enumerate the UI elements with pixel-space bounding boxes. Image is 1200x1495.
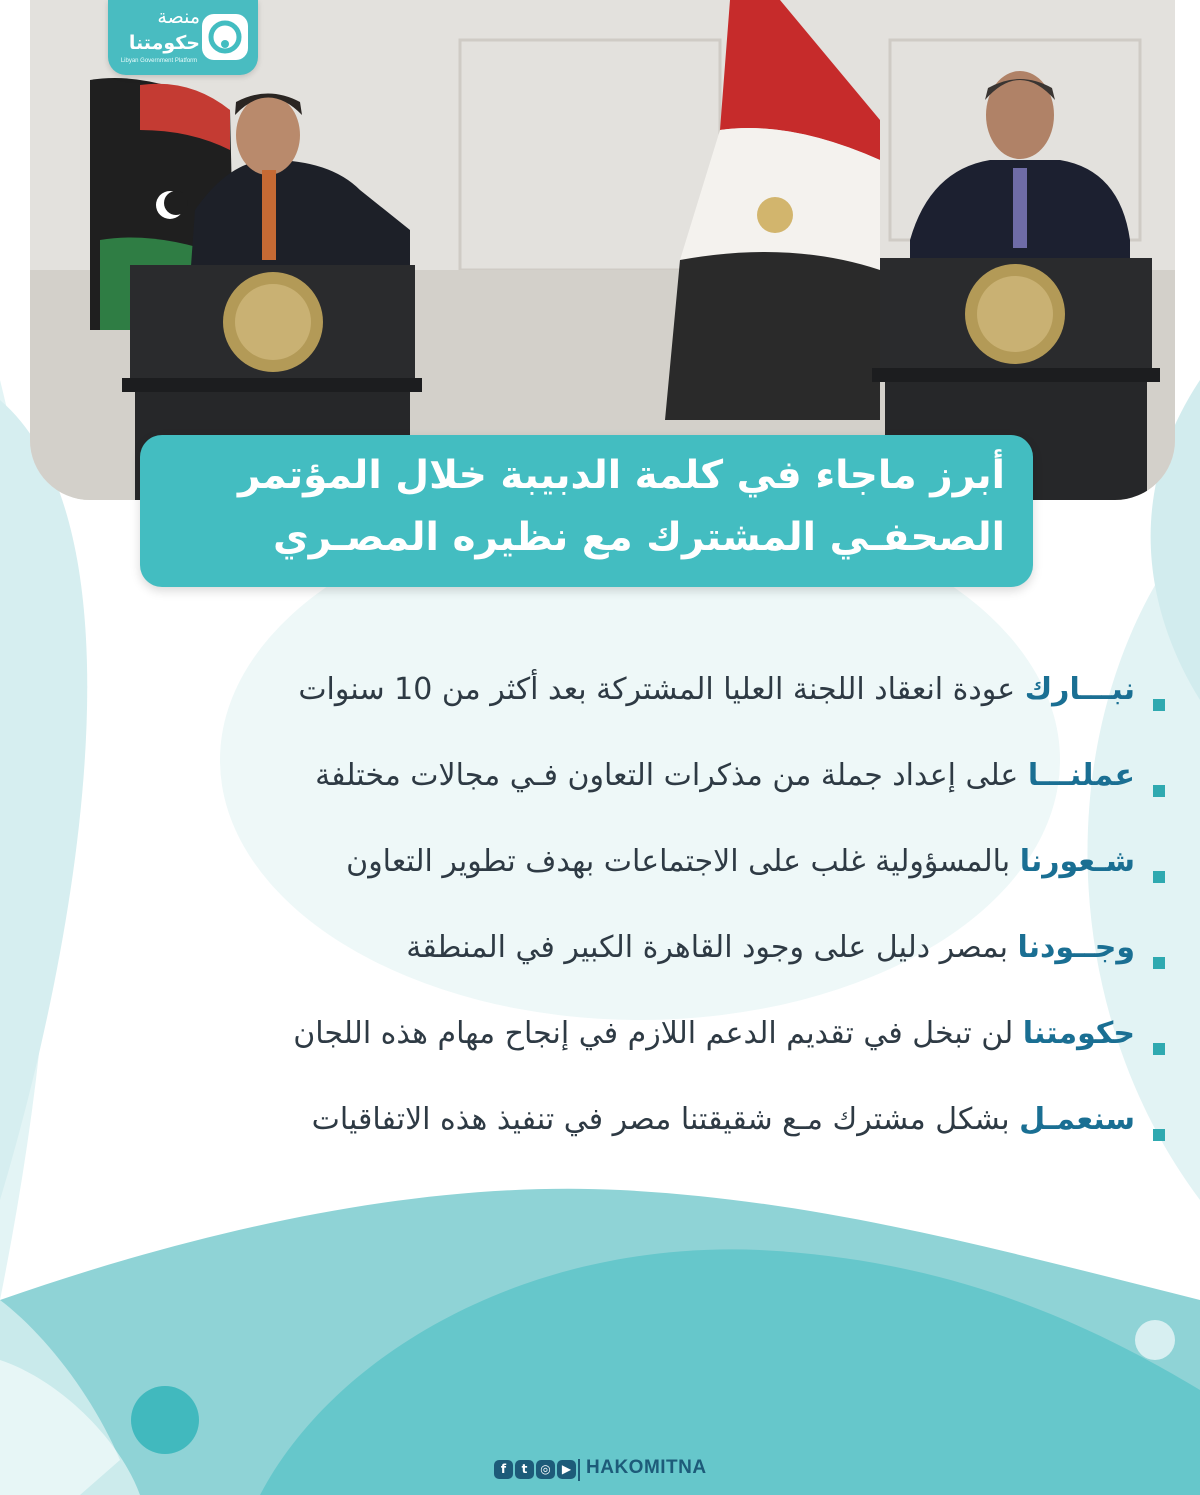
headline-line2: الصحفـي المشترك مع نظيره المصـري: [272, 515, 1005, 560]
platform-logo: [108, 0, 258, 75]
point-text: بشكل مشترك مـع شقيقتنا مصر في تنفيذ هذه الاتفاقيات: [311, 1102, 1020, 1137]
point-keyword: سنعمـل: [1019, 1102, 1135, 1137]
list-item: [60, 840, 1165, 926]
logo-line1: منصة: [157, 6, 200, 28]
list-item: [60, 1098, 1165, 1184]
list-item: [60, 668, 1165, 754]
point-keyword: شـعورنا: [1019, 844, 1135, 879]
bullet-icon: [1153, 871, 1165, 883]
point-keyword: نبـــارك: [1024, 672, 1135, 707]
youtube-icon[interactable]: ▶: [557, 1460, 576, 1479]
point-text: على إعداد جملة من مذكرات التعاون فـي مجالات مختلفة: [315, 758, 1028, 793]
bullet-icon: [1153, 699, 1165, 711]
logo-subtitle: Libyan Government Platform: [120, 58, 198, 64]
footer-divider: [578, 1459, 580, 1481]
bullet-icon: [1153, 785, 1165, 797]
key-points-list: [60, 668, 1165, 1184]
headline-line1: أبرز ماجاء في كلمة الدبيبة خلال المؤتمر: [238, 453, 1005, 498]
list-item: [60, 1012, 1165, 1098]
list-item: [60, 754, 1165, 840]
point-keyword: حكومتنا: [1022, 1016, 1135, 1051]
twitter-icon[interactable]: t: [515, 1460, 534, 1479]
logo-mark-icon: [202, 14, 248, 60]
press-conference-photo: [30, 0, 1175, 500]
bullet-icon: [1153, 1129, 1165, 1141]
instagram-icon[interactable]: ◎: [536, 1460, 555, 1479]
point-text: بمصر دليل على وجود القاهرة الكبير في المنطقة: [406, 930, 1018, 965]
list-item: [60, 926, 1165, 1012]
bullet-icon: [1153, 957, 1165, 969]
point-text: عودة انعقاد اللجنة العليا المشتركة بعد أكثر من 10 سنوات: [298, 672, 1025, 707]
point-text: بالمسؤولية غلب على الاجتماعات بهدف تطوير التعاون: [346, 844, 1020, 879]
point-text: لن تبخل في تقديم الدعم اللازم في إنجاح مهام هذه اللجان: [293, 1016, 1023, 1051]
headline-box: [140, 435, 1033, 587]
social-links: [494, 1459, 578, 1481]
bullet-icon: [1153, 1043, 1165, 1055]
social-handle: HAKOMITNA: [586, 1457, 707, 1478]
footer: [0, 1455, 1200, 1485]
facebook-icon[interactable]: f: [494, 1460, 513, 1479]
point-keyword: عملنـــا: [1027, 758, 1135, 793]
logo-line2: حكومتنا: [128, 32, 200, 54]
point-keyword: وجــودنا: [1017, 930, 1135, 965]
